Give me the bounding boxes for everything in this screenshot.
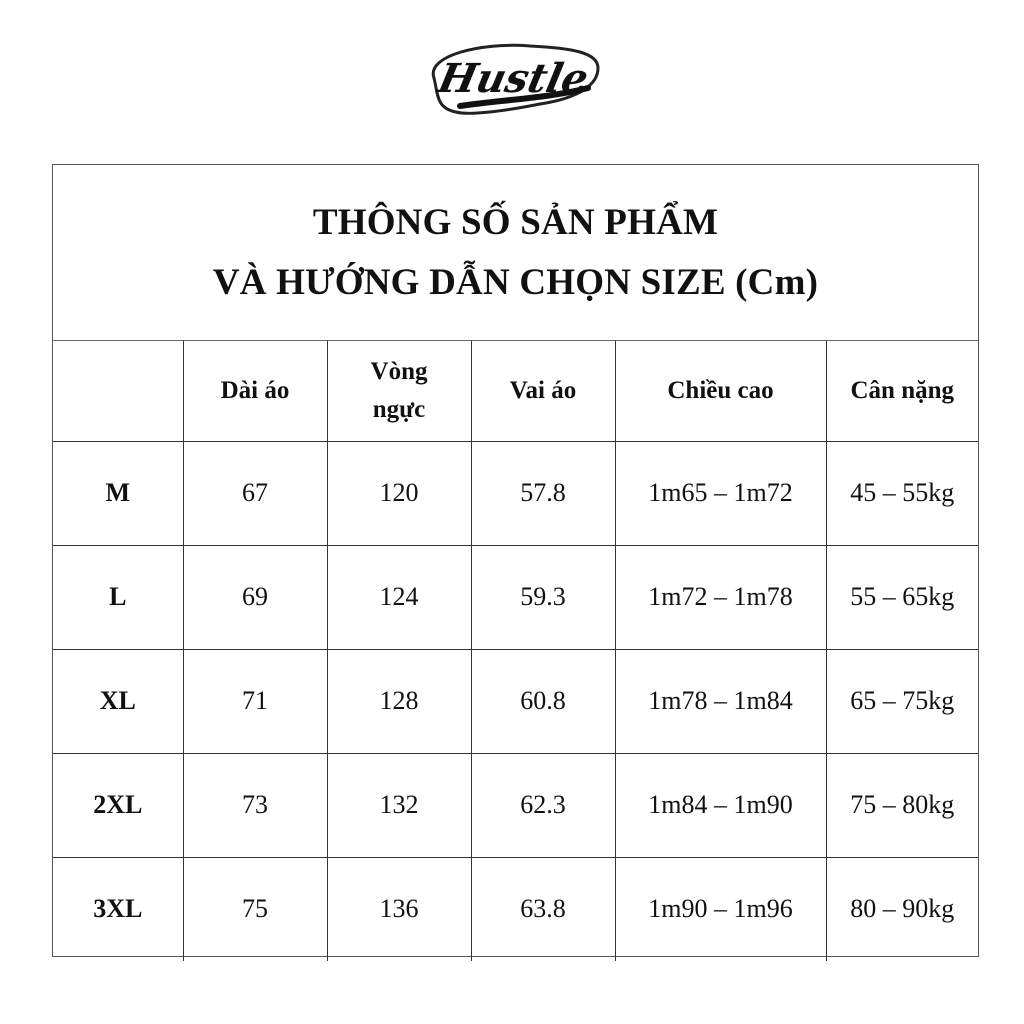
header-vai-ao: Vai áo <box>471 341 615 441</box>
dai-ao-value: 69 <box>183 545 327 649</box>
table-row <box>53 753 978 857</box>
header-dai-ao: Dài áo <box>183 341 327 441</box>
vong-nguc-value: 124 <box>327 545 471 649</box>
table-row <box>53 857 978 961</box>
can-nang-value: 80 – 90kg <box>826 857 978 961</box>
hustle-logo-icon <box>420 38 604 122</box>
size-table <box>53 341 978 961</box>
vai-ao-value: 63.8 <box>471 857 615 961</box>
can-nang-value: 55 – 65kg <box>826 545 978 649</box>
dai-ao-value: 67 <box>183 441 327 545</box>
table-row <box>53 545 978 649</box>
header-vong-nguc: Vòng ngực <box>327 341 471 441</box>
hustle-logo <box>420 38 604 122</box>
size-label: 3XL <box>53 857 183 961</box>
chieu-cao-value: 1m90 – 1m96 <box>615 857 826 961</box>
dai-ao-value: 71 <box>183 649 327 753</box>
chieu-cao-value: 1m72 – 1m78 <box>615 545 826 649</box>
header-can-nang: Cân nặng <box>826 341 978 441</box>
chart-title <box>53 165 978 341</box>
title-line-2: VÀ HƯỚNG DẪN CHỌN SIZE (Cm) <box>212 261 819 303</box>
chieu-cao-value: 1m65 – 1m72 <box>615 441 826 545</box>
size-label: M <box>53 441 183 545</box>
dai-ao-value: 73 <box>183 753 327 857</box>
svg-text:Hustle: Hustle <box>434 54 593 102</box>
can-nang-value: 65 – 75kg <box>826 649 978 753</box>
can-nang-value: 75 – 80kg <box>826 753 978 857</box>
can-nang-value: 45 – 55kg <box>826 441 978 545</box>
size-label: XL <box>53 649 183 753</box>
size-chart <box>52 164 979 957</box>
vai-ao-value: 59.3 <box>471 545 615 649</box>
header-row <box>53 341 978 441</box>
chieu-cao-value: 1m84 – 1m90 <box>615 753 826 857</box>
title-line-1: THÔNG SỐ SẢN PHẨM <box>312 201 719 243</box>
vai-ao-value: 60.8 <box>471 649 615 753</box>
vong-nguc-value: 120 <box>327 441 471 545</box>
table-row <box>53 441 978 545</box>
size-label: L <box>53 545 183 649</box>
size-label: 2XL <box>53 753 183 857</box>
header-chieu-cao: Chiều cao <box>615 341 826 441</box>
header-size <box>53 341 183 441</box>
vai-ao-value: 62.3 <box>471 753 615 857</box>
chieu-cao-value: 1m78 – 1m84 <box>615 649 826 753</box>
dai-ao-value: 75 <box>183 857 327 961</box>
table-row <box>53 649 978 753</box>
vong-nguc-value: 136 <box>327 857 471 961</box>
vai-ao-value: 57.8 <box>471 441 615 545</box>
vong-nguc-value: 128 <box>327 649 471 753</box>
vong-nguc-value: 132 <box>327 753 471 857</box>
